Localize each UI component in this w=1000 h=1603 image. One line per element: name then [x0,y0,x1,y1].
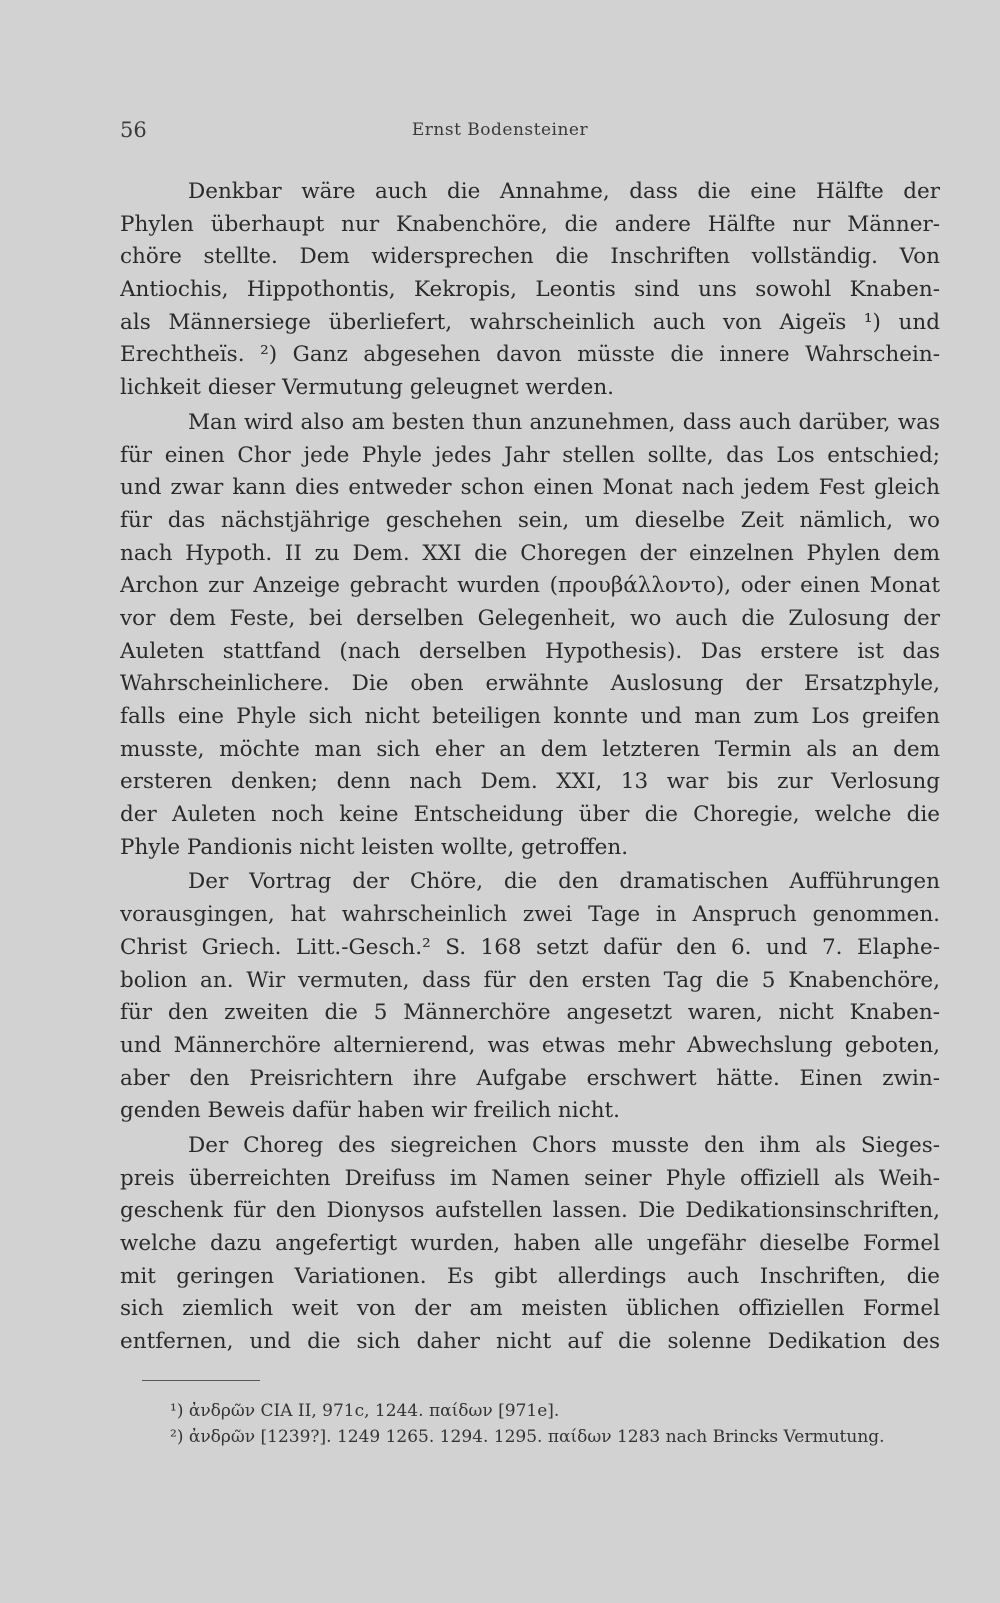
text-line: Erechtheïs. ²) Ganz abgesehen davon müsste die innere Wahrschein- [120,342,940,368]
paragraph [120,1130,940,1359]
page-number: 56 [120,118,147,142]
text-line: der Auleten noch keine Entscheidung über die Choregie, welche die [120,802,940,828]
paragraph [120,176,940,405]
text-line: als Männersiege überliefert, wahrscheinlich auch von Aigeïs ¹) und [120,309,940,335]
text-line: Wahrscheinlichere. Die oben erwähnte Auslosung der Ersatzphyle, [120,671,940,697]
text-line: Der Vortrag der Chöre, die den dramatischen Aufführungen [188,869,940,895]
running-head-author: Ernst Bodensteiner [411,120,589,140]
text-line: Denkbar wäre auch die Annahme, dass die eine Hälfte der [188,179,940,204]
text-line: und zwar kann dies entweder schon einen Monat nach jedem Fest gleich [120,475,940,501]
text-line: und Männerchöre alternierend, was etwas mehr Abwechslung geboten, [120,1032,940,1058]
body-text [120,176,940,1361]
text-line: Der Choreg des siegreichen Chors musste den ihm als Sieges- [188,1132,940,1158]
text-line: aber den Preisrichtern ihre Aufgabe erschwert hätte. Einen zwin- [120,1065,940,1091]
text-line: Man wird also am besten thun anzunehmen, dass auch darüber, was [188,409,940,435]
text-line: ersteren denken; denn nach Dem. XXI, 13 war bis zur Verlosung [120,769,940,795]
text-line: musste, möchte man sich eher an dem letzteren Termin als an dem [120,736,940,762]
text-line: Phyle Pandionis nicht leisten wollte, getroffen. [120,834,629,860]
text-line: geschenk für den Dionysos aufstellen lassen. Die Dedikationsinschriften, [120,1198,940,1224]
text-line: welche dazu angefertigt wurden, haben alle ungefähr dieselbe Formel [120,1231,940,1256]
footnotes [120,1398,940,1450]
text-line: Christ Griech. Litt.-Gesch.² S. 168 setzt dafür den 6. und 7. Elaphe- [120,934,940,960]
text-line: Auleten stattfand (nach derselben Hypothesis). Das erstere ist das [120,638,940,664]
text-line: lichkeit dieser Vermutung geleugnet werden. [120,375,615,401]
paragraph [120,407,940,865]
text-line: für das nächstjährige geschehen sein, um dieselbe Zeit nämlich, wo [120,507,940,533]
footnote-1: ¹) ἀνδρῶν CIA II, 971c, 1244. παίδων [971e]. [170,1401,560,1421]
text-line: mit geringen Variationen. Es gibt allerdings auch Inschriften, die [120,1263,940,1289]
footnote-rule [142,1380,260,1381]
text-line: sich ziemlich weit von der am meisten üblichen offiziellen Formel [120,1296,940,1322]
text-line: chöre stellte. Dem widersprechen die Inschriften vollständig. Von [120,244,940,270]
text-line: Antiochis, Hippothontis, Kekropis, Leontis sind uns sowohl Knaben- [120,277,940,303]
text-line: Archon zur Anzeige gebracht wurden (προυβάλλοντο), oder einen Monat [120,573,940,599]
footnote-2: ²) ἀνδρῶν [1239?]. 1249 1265. 1294. 1295. παίδων 1283 nach Brincks Vermutung. [170,1427,885,1447]
text-line: falls eine Phyle sich nicht beteiligen konnte und man zum Los greifen [120,704,940,729]
text-line: preis überreichten Dreifuss im Namen seiner Phyle offiziell als Weih- [120,1165,940,1191]
text-line: Phylen überhaupt nur Knabenchöre, die andere Hälfte nur Männer- [120,211,940,237]
text-line: nach Hypoth. II zu Dem. XXI die Choregen der einzelnen Phylen dem [120,540,940,566]
text-line: vor dem Feste, bei derselben Gelegenheit, wo auch die Zulosung der [120,605,940,631]
text-line: entfernen, und die sich daher nicht auf die solenne Dedikation des [120,1329,940,1355]
text-line: für den zweiten die 5 Männerchöre angesetzt waren, nicht Knaben- [120,1000,940,1026]
paragraph [120,866,940,1128]
text-line: genden Beweis dafür haben wir freilich nicht. [120,1098,621,1124]
text-line: für einen Chor jede Phyle jedes Jahr stellen sollte, das Los entschied; [120,442,940,468]
text-line: bolion an. Wir vermuten, dass für den ersten Tag die 5 Knabenchöre, [120,967,940,993]
text-line: vorausgingen, hat wahrscheinlich zwei Tage in Anspruch genommen. [120,902,940,928]
running-head [120,118,940,148]
